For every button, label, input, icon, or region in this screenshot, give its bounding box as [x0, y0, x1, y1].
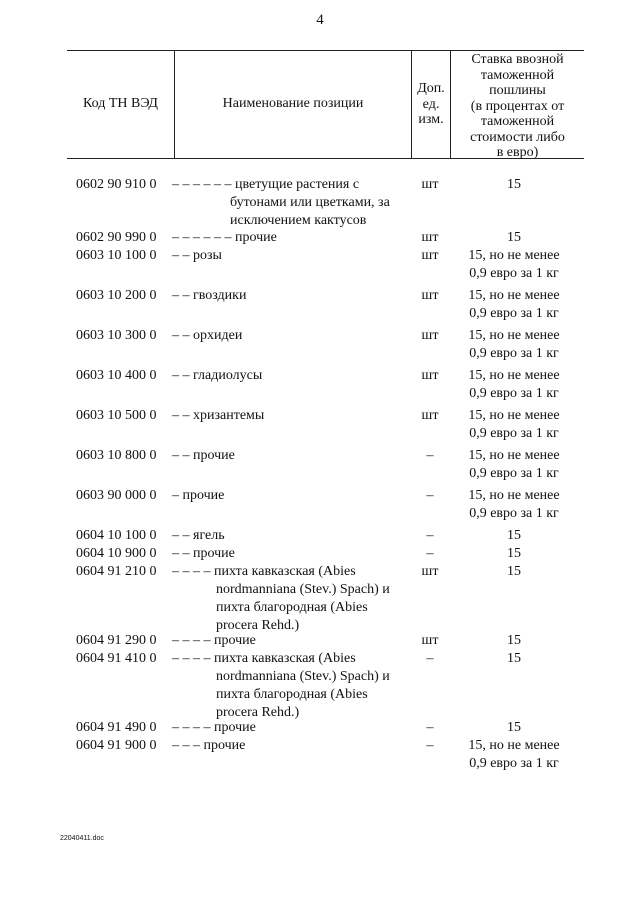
item-description-line: – – хризантемы	[172, 408, 265, 423]
item-description	[172, 176, 410, 230]
header-unit	[412, 81, 450, 128]
duty-rate-line: 0,9 евро за 1 кг	[469, 306, 559, 321]
item-description-line: – прочие	[172, 488, 225, 503]
unit-of-measure: –	[426, 720, 434, 735]
duty-rate-line: 0,9 евро за 1 кг	[469, 756, 559, 771]
item-description-line: пихта благородная (Abies	[216, 600, 368, 615]
duty-rate-line: 0,9 евро за 1 кг	[469, 386, 559, 401]
duty-rate	[456, 719, 572, 737]
item-description-line: – – – – – – цветущие растения с	[172, 177, 360, 192]
duty-rate	[456, 527, 572, 545]
tariff-code: 0604 91 490 0	[76, 720, 157, 735]
duty-rate	[456, 229, 572, 247]
item-description	[172, 632, 410, 650]
duty-rate-line: 15, но не менее	[468, 448, 560, 463]
duty-rate	[456, 545, 572, 563]
duty-rate	[456, 650, 572, 668]
item-description-line: – – прочие	[172, 546, 235, 561]
item-description	[172, 367, 410, 385]
unit-of-measure: шт	[421, 230, 439, 245]
duty-rate	[456, 563, 572, 581]
item-description-line: – – розы	[172, 248, 222, 263]
item-description-line: – – ягель	[172, 528, 225, 543]
duty-rate	[456, 247, 572, 283]
header-top-rule	[67, 50, 584, 51]
duty-rate	[456, 176, 572, 194]
tariff-code: 0604 91 410 0	[76, 651, 157, 666]
item-description-line: исключением кактусов	[230, 213, 367, 228]
item-description	[172, 287, 410, 305]
item-description-line: – – – – пихта кавказская (Abies	[172, 564, 356, 579]
unit-of-measure: –	[426, 651, 434, 666]
item-description-line: – – – прочие	[172, 738, 246, 753]
duty-rate-line: 15	[507, 633, 521, 648]
unit-of-measure: –	[426, 546, 434, 561]
header-rate-line: стоимости либо	[470, 129, 565, 145]
item-description-line: nordmanniana (Stev.) Spach) и	[216, 669, 390, 684]
item-description-line: – – орхидеи	[172, 328, 243, 343]
header-rate-line: в евро)	[496, 145, 539, 160]
unit-of-measure: –	[426, 488, 434, 503]
duty-rate-line: 15	[507, 564, 521, 579]
duty-rate-line: 15, но не менее	[468, 738, 560, 753]
unit-of-measure: шт	[421, 633, 439, 648]
item-description	[172, 407, 410, 425]
duty-rate-line: 15, но не менее	[468, 368, 560, 383]
tariff-code: 0604 10 900 0	[76, 546, 157, 561]
item-description	[172, 229, 410, 247]
unit-of-measure: шт	[421, 248, 439, 263]
unit-of-measure: –	[426, 528, 434, 543]
header-rate-line: (в процентах от	[470, 98, 565, 114]
header-rate	[451, 52, 584, 161]
tariff-code: 0603 90 000 0	[76, 488, 157, 503]
item-description-line: – – гвоздики	[172, 288, 247, 303]
unit-of-measure: шт	[421, 328, 439, 343]
duty-rate-line: 15, но не менее	[468, 328, 560, 343]
item-description	[172, 719, 410, 737]
tariff-code: 0602 90 990 0	[76, 230, 157, 245]
tariff-code: 0603 10 300 0	[76, 328, 157, 343]
duty-rate	[456, 407, 572, 443]
tariff-code: 0604 10 100 0	[76, 528, 157, 543]
item-description-line: procera Rehd.)	[216, 705, 300, 720]
duty-rate-line: 15	[507, 651, 521, 666]
item-description-line: procera Rehd.)	[216, 618, 300, 633]
duty-rate-line: 15, но не менее	[468, 408, 560, 423]
tariff-code: 0602 90 910 0	[76, 177, 157, 192]
duty-rate-line: 15	[507, 720, 521, 735]
unit-of-measure: шт	[421, 368, 439, 383]
duty-rate	[456, 447, 572, 483]
item-description	[172, 650, 410, 722]
unit-of-measure: шт	[421, 288, 439, 303]
header-name: Наименование позиции	[222, 96, 364, 111]
tariff-code: 0603 10 200 0	[76, 288, 157, 303]
file-name: 22040411.doc	[60, 835, 104, 842]
duty-rate-line: 15	[507, 177, 521, 192]
item-description-line: – – – – прочие	[172, 720, 256, 735]
item-description	[172, 563, 410, 635]
duty-rate-line: 0,9 евро за 1 кг	[469, 266, 559, 281]
tariff-code: 0604 91 290 0	[76, 633, 157, 648]
page-number: 4	[316, 12, 324, 28]
unit-of-measure: шт	[421, 564, 439, 579]
tariff-code: 0603 10 100 0	[76, 248, 157, 263]
header-unit-line: изм.	[418, 112, 444, 127]
header-rate-line: таможенной	[480, 114, 555, 129]
unit-of-measure: шт	[421, 177, 439, 192]
unit-of-measure: –	[426, 448, 434, 463]
tariff-code: 0603 10 400 0	[76, 368, 157, 383]
item-description-line: – – – – – – прочие	[172, 230, 277, 245]
item-description-line: – – прочие	[172, 448, 235, 463]
item-description	[172, 527, 410, 545]
duty-rate	[456, 367, 572, 403]
item-description-line: – – – – прочие	[172, 633, 256, 648]
tariff-code: 0603 10 800 0	[76, 448, 157, 463]
duty-rate	[456, 327, 572, 363]
duty-rate-line: 0,9 евро за 1 кг	[469, 426, 559, 441]
duty-rate-line: 15	[507, 230, 521, 245]
duty-rate-line: 0,9 евро за 1 кг	[469, 346, 559, 361]
duty-rate	[456, 287, 572, 323]
unit-of-measure: шт	[421, 408, 439, 423]
header-unit-line: Доп.	[417, 81, 445, 96]
item-description	[172, 737, 410, 755]
duty-rate-line: 15	[507, 546, 521, 561]
header-rate-line: таможенной	[480, 67, 555, 83]
duty-rate-line: 0,9 евро за 1 кг	[469, 466, 559, 481]
item-description	[172, 545, 410, 563]
duty-rate-line: 15	[507, 528, 521, 543]
item-description-line: пихта благородная (Abies	[216, 687, 368, 702]
duty-rate	[456, 487, 572, 523]
unit-of-measure: –	[426, 738, 434, 753]
duty-rate	[456, 737, 572, 773]
item-description-line: nordmanniana (Stev.) Spach) и	[216, 582, 390, 597]
item-description-line: – – гладиолусы	[172, 368, 263, 383]
tariff-code: 0604 91 900 0	[76, 738, 157, 753]
tariff-code: 0604 91 210 0	[76, 564, 157, 579]
item-description	[172, 447, 410, 465]
duty-rate-line: 15, но не менее	[468, 248, 560, 263]
duty-rate-line: 0,9 евро за 1 кг	[469, 506, 559, 521]
tariff-code: 0603 10 500 0	[76, 408, 157, 423]
item-description	[172, 327, 410, 345]
item-description-line: бутонами или цветками, за	[230, 195, 390, 210]
header-rate-line: Ставка ввозной	[471, 52, 564, 67]
duty-rate	[456, 632, 572, 650]
header-unit-line: ед.	[422, 96, 440, 112]
duty-rate-line: 15, но не менее	[468, 288, 560, 303]
item-description	[172, 487, 410, 505]
header-rate-line: пошлины	[489, 83, 546, 98]
header-code: Код ТН ВЭД	[83, 96, 158, 111]
item-description-line: – – – – пихта кавказская (Abies	[172, 651, 356, 666]
item-description	[172, 247, 410, 265]
duty-rate-line: 15, но не менее	[468, 488, 560, 503]
